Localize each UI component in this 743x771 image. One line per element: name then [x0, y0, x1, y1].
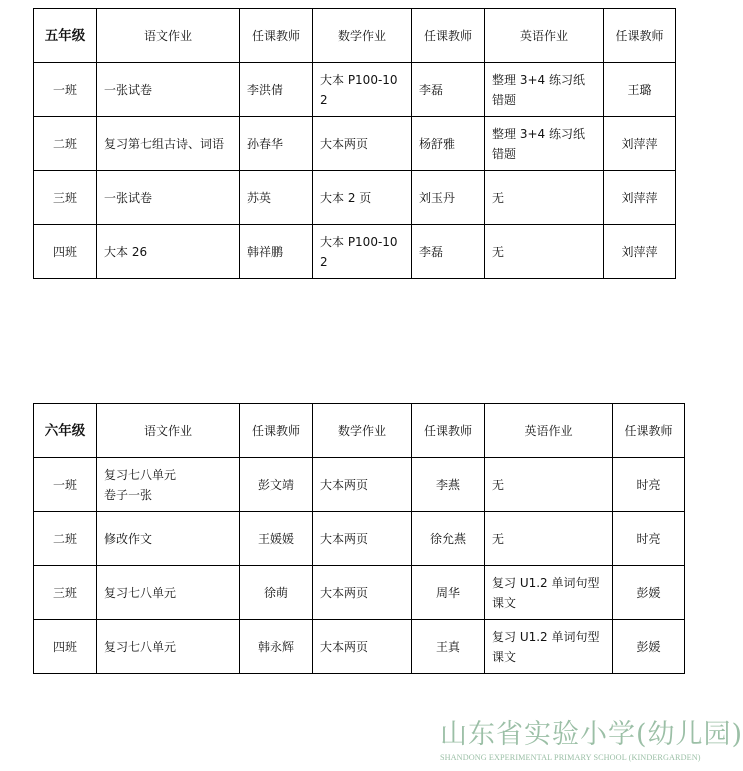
school-name-english: SHANDONG EXPERIMENTAL PRIMARY SCHOOL (KINDERGARDEN) — [440, 753, 701, 762]
class-name: 四班 — [34, 225, 97, 279]
chinese-homework: 大本 26 — [97, 225, 240, 279]
english-teacher: 王璐 — [604, 63, 676, 117]
grade-title: 六年级 — [34, 404, 97, 458]
english-teacher: 刘萍萍 — [604, 117, 676, 171]
chinese-homework: 复习七八单元 — [97, 620, 240, 674]
english-homework: 复习 U1.2 单词句型课文 — [485, 620, 613, 674]
english-teacher: 彭媛 — [613, 566, 685, 620]
chinese-teacher: 韩祥鹏 — [240, 225, 313, 279]
chinese-teacher: 韩永辉 — [240, 620, 313, 674]
chinese-teacher: 苏英 — [240, 171, 313, 225]
class-name: 一班 — [34, 63, 97, 117]
chinese-homework-line: 卷子一张 — [104, 487, 153, 502]
math-homework: 大本两页 — [313, 458, 412, 512]
table-row — [34, 620, 685, 674]
header-english-homework: 英语作业 — [485, 404, 613, 458]
header-english-teacher: 任课教师 — [604, 9, 676, 63]
math-homework: 大本 P100-102 — [313, 225, 412, 279]
math-teacher: 杨舒雅 — [412, 117, 485, 171]
school-name-watermark: 山东省实验小学(幼儿园) — [440, 719, 743, 750]
chinese-homework: 复习第七组古诗、词语 — [97, 117, 240, 171]
table-row — [34, 171, 676, 225]
english-homework: 无 — [485, 225, 604, 279]
chinese-teacher: 徐萌 — [240, 566, 313, 620]
header-chinese-homework: 语文作业 — [97, 9, 240, 63]
english-homework: 无 — [485, 458, 613, 512]
math-homework: 大本 2 页 — [313, 171, 412, 225]
math-teacher: 刘玉丹 — [412, 171, 485, 225]
math-teacher: 徐允燕 — [412, 512, 485, 566]
class-name: 四班 — [34, 620, 97, 674]
class-name: 二班 — [34, 117, 97, 171]
chinese-homework-line: 复习七八单元 — [104, 467, 177, 482]
class-name: 三班 — [34, 171, 97, 225]
header-chinese-teacher: 任课教师 — [240, 9, 313, 63]
math-teacher: 李磊 — [412, 63, 485, 117]
class-name: 一班 — [34, 458, 97, 512]
english-teacher: 彭媛 — [613, 620, 685, 674]
math-homework: 大本两页 — [313, 512, 412, 566]
math-teacher: 李燕 — [412, 458, 485, 512]
math-homework: 大本两页 — [313, 117, 412, 171]
grade-title: 五年级 — [34, 9, 97, 63]
chinese-homework: 复习七八单元 — [97, 566, 240, 620]
math-teacher: 周华 — [412, 566, 485, 620]
english-homework: 无 — [485, 171, 604, 225]
header-english-homework: 英语作业 — [485, 9, 604, 63]
chinese-homework: 一张试卷 — [97, 171, 240, 225]
chinese-homework: 修改作文 — [97, 512, 240, 566]
english-homework: 无 — [485, 512, 613, 566]
header-math-teacher: 任课教师 — [412, 9, 485, 63]
chinese-teacher: 孙春华 — [240, 117, 313, 171]
chinese-teacher: 彭文靖 — [240, 458, 313, 512]
header-chinese-homework: 语文作业 — [97, 404, 240, 458]
table-row — [34, 566, 685, 620]
chinese-homework — [97, 458, 240, 512]
school-watermark — [440, 718, 743, 768]
english-teacher: 刘萍萍 — [604, 171, 676, 225]
english-homework: 整理 3+4 练习纸错题 — [485, 117, 604, 171]
math-homework: 大本 P100-102 — [313, 63, 412, 117]
table-row — [34, 225, 676, 279]
table-row — [34, 63, 676, 117]
class-name: 二班 — [34, 512, 97, 566]
grade6-homework-table — [33, 403, 685, 674]
english-homework: 复习 U1.2 单词句型课文 — [485, 566, 613, 620]
header-chinese-teacher: 任课教师 — [240, 404, 313, 458]
header-math-homework: 数学作业 — [313, 9, 412, 63]
math-teacher: 王真 — [412, 620, 485, 674]
chinese-teacher: 李洪倩 — [240, 63, 313, 117]
header-english-teacher: 任课教师 — [613, 404, 685, 458]
chinese-teacher: 王媛媛 — [240, 512, 313, 566]
english-teacher: 时亮 — [613, 512, 685, 566]
english-teacher: 刘萍萍 — [604, 225, 676, 279]
english-teacher: 时亮 — [613, 458, 685, 512]
math-homework: 大本两页 — [313, 620, 412, 674]
table-header-row — [34, 9, 676, 63]
header-math-homework: 数学作业 — [313, 404, 412, 458]
table-row — [34, 512, 685, 566]
header-math-teacher: 任课教师 — [412, 404, 485, 458]
math-homework: 大本两页 — [313, 566, 412, 620]
table-header-row — [34, 404, 685, 458]
table-row — [34, 117, 676, 171]
math-teacher: 李磊 — [412, 225, 485, 279]
chinese-homework: 一张试卷 — [97, 63, 240, 117]
table-row — [34, 458, 685, 512]
class-name: 三班 — [34, 566, 97, 620]
grade5-homework-table — [33, 8, 676, 279]
english-homework: 整理 3+4 练习纸错题 — [485, 63, 604, 117]
